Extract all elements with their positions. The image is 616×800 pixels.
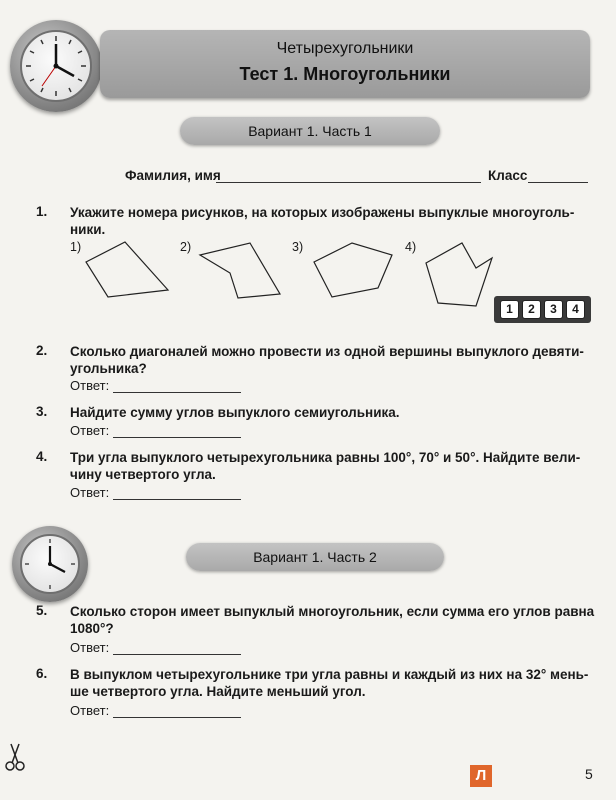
- q2-answer-label: Ответ:: [70, 378, 110, 393]
- clock-icon: [12, 526, 88, 602]
- q1-line1: Укажите номера рисунков, на которых изображены выпуклые многоуголь-: [70, 205, 575, 220]
- fig-label-4: 4): [405, 240, 417, 254]
- variant-part1-pill: Вариант 1. Часть 1: [180, 117, 440, 145]
- q3-number: 3.: [36, 404, 48, 419]
- q4-answer-line[interactable]: [113, 498, 241, 500]
- q6-number: 6.: [36, 666, 48, 681]
- name-label: Фамилия, имя: [125, 168, 221, 183]
- q1-line2: ники.: [70, 222, 106, 237]
- q4-line2: чину четвертого угла.: [70, 467, 216, 482]
- q5-line1: Сколько сторон имеет выпуклый многоугольник, если сумма его углов равна: [70, 604, 595, 619]
- fig-label-2: 2): [180, 240, 192, 254]
- q5-number: 5.: [36, 603, 48, 618]
- q6-answer-label: Ответ:: [70, 703, 110, 718]
- fig-label-3: 3): [292, 240, 304, 254]
- q2-line2: угольника?: [70, 361, 147, 376]
- q2-line1: Сколько диагоналей можно провести из одной вершины выпуклого девяти-: [70, 344, 584, 359]
- q3-answer-label: Ответ:: [70, 423, 110, 438]
- q4-number: 4.: [36, 449, 48, 464]
- q2-answer-line[interactable]: [113, 391, 241, 393]
- q4-line1: Три угла выпуклого четырехугольника равны 100°, 70° и 50°. Найдите вели-: [70, 450, 581, 465]
- header-title: Тест 1. Многоугольники: [239, 64, 451, 84]
- q2-number: 2.: [36, 343, 48, 358]
- header-subtitle: Четырехугольники: [276, 40, 414, 57]
- q1-number: 1.: [36, 204, 48, 219]
- q6-line1: В выпуклом четырехугольнике три угла равны и каждый из них на 32° мень-: [70, 667, 589, 682]
- figure-3-polygon: [314, 243, 392, 297]
- figure-2-polygon: [200, 243, 280, 298]
- answer-option-3[interactable]: 3: [544, 300, 563, 319]
- q3-answer-line[interactable]: [113, 436, 241, 438]
- q6-answer-line[interactable]: [113, 716, 241, 718]
- variant-part2-pill: Вариант 1. Часть 2: [186, 543, 444, 571]
- scissors-icon: [4, 742, 26, 772]
- q5-answer-label: Ответ:: [70, 640, 110, 655]
- figure-1-polygon: [86, 242, 168, 297]
- q6-line2: ше четвертого угла. Найдите меньший угол.: [70, 684, 366, 699]
- answer-option-2[interactable]: 2: [522, 300, 541, 319]
- publisher-logo: Л: [470, 765, 492, 787]
- q3-line1: Найдите сумму углов выпуклого семиугольника.: [70, 405, 400, 420]
- q5-answer-line[interactable]: [113, 653, 241, 655]
- answer-option-4[interactable]: 4: [566, 300, 585, 319]
- q5-line2: 1080°?: [70, 621, 114, 636]
- class-label: Класс: [488, 168, 528, 183]
- q4-answer-label: Ответ:: [70, 485, 110, 500]
- answer-option-1[interactable]: 1: [500, 300, 519, 319]
- figure-4-polygon: [426, 243, 492, 306]
- page-number: 5: [585, 766, 593, 782]
- fig-label-1: 1): [70, 240, 82, 254]
